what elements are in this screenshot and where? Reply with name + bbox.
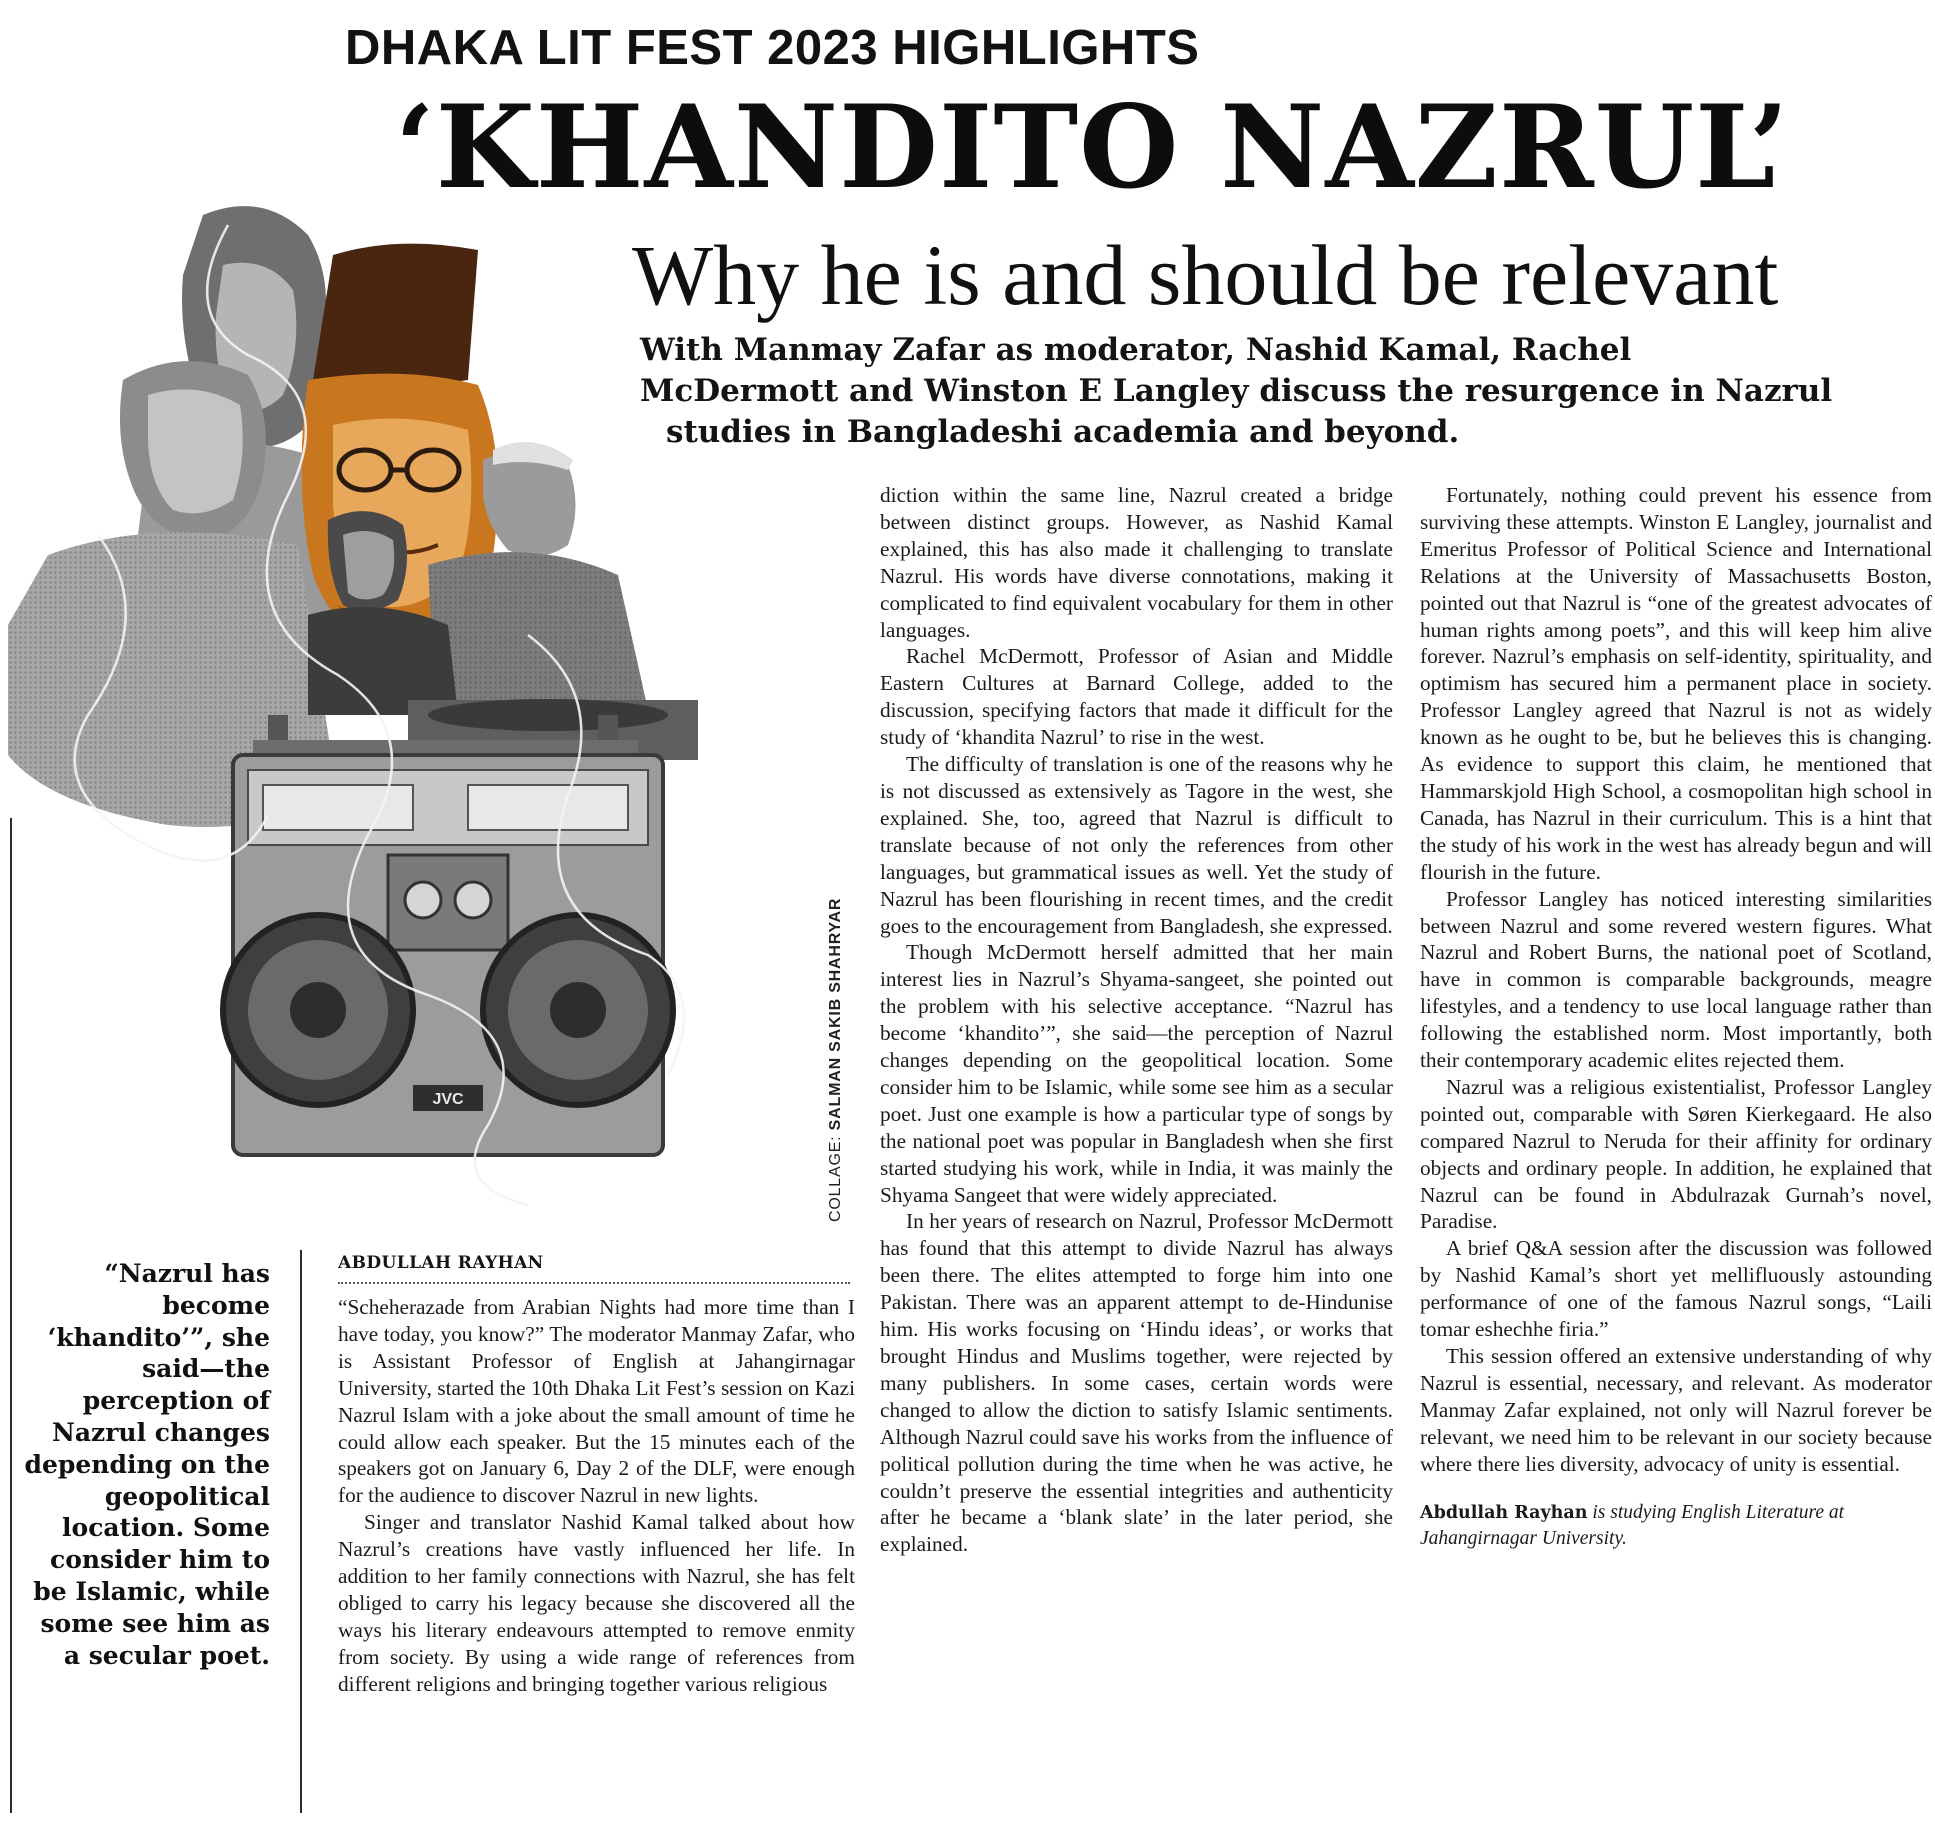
paragraph: Though McDermott herself admitted that her main interest lies in Nazrul’s Shyama-sangeet, she pointed out the problem with his selective acceptance. “Nazrul has become ‘khandito’”, she said—the perception of Nazrul changes depending on the geopolitical location. Some consider him to be Islamic, while some see him as a secular poet. Just one example is how a particular type of songs by the national poet was popular in Bangladesh when she first started studying his work, while in India, it was mainly the Shyama Sangeet that were widely appreciated. xyxy=(880,940,1393,1207)
column-rule xyxy=(300,1250,302,1813)
boombox-brand: JVC xyxy=(432,1091,464,1108)
standfirst xyxy=(640,330,1900,453)
credit-prefix: COLLAGE: xyxy=(827,1135,844,1222)
author-note-name: Abdullah Rayhan xyxy=(1420,1502,1588,1523)
paragraph: This session offered an extensive understanding of why Nazrul is essential, necessary, and relevant. As moderator Manmay Zafar explained, not only will Nazrul forever be relevant, we need him to be relevant in our society because where there lies diversity, advocacy of unity is essential. xyxy=(1420,1344,1932,1476)
paragraph: diction within the same line, Nazrul created a bridge between distinct groups. However, as Nashid Kamal explained, this has also made it challenging to translate Nazrul. His words have diverse connotations, making it complicated to find equivalent vocabulary for them in other languages. xyxy=(880,483,1393,642)
collage-illustration xyxy=(8,195,808,1220)
headline: ‘KHANDITO NAZRUL’ xyxy=(395,80,1790,214)
paragraph: In her years of research on Nazrul, Professor McDermott has found that this attempt to divide Nazrul has always been there. The elites attempted to forge him into one Pakistan. There was an apparent attempt to de-Hindunise him. His works focusing on ‘Hindu ideas’, or works that brought Hindus and Muslims together, were rejected by many publishers. In some cases, certain words were changed to allow the diction to satisfy Islamic sentiments. Although Nazrul could save his works from the influence of political pollution during the time when he was active, he couldn’t preserve the essential integrities and authenticity after he became a ‘blank slate’ in the later period, she explained. xyxy=(880,1209,1393,1557)
author-note-text: is studying English Literature at Jahangirnagar University. xyxy=(1420,1501,1845,1549)
photo-credit xyxy=(827,898,845,1222)
byline: ABDULLAH RAYHAN xyxy=(338,1253,850,1284)
article-column-3 xyxy=(1420,482,1932,1551)
section-kicker: DHAKA LIT FEST 2023 HIGHLIGHTS xyxy=(345,21,1200,75)
paragraph: A brief Q&A session after the discussion was followed by Nashid Kamal’s short yet mellifluously astounding performance of one of the famous Nazrul songs, “Laili tomar eshechhe firia.” xyxy=(1420,1236,1932,1342)
standfirst-line: McDermott and Winston E Langley discuss the resurgence in Nazrul xyxy=(640,373,1833,409)
paragraph: Singer and translator Nashid Kamal talked about how Nazrul’s creations have vastly influenced her life. In addition to her family connections with Nazrul, she has felt obliged to carry his legacy because she discovered all the ways his literary endeavours attempted to remove enmity from society. By using a wide range of references from different religions and bringing together various religious xyxy=(338,1510,855,1696)
paragraph: Professor Langley has noticed interesting similarities between Nazrul and some revered western figures. What Nazrul and Robert Burns, the national poet of Scotland, have in common is comparable backgrounds, meagre lifestyles, and a tendency to use local language rather than following the established norm. Most importantly, both their contemporary academic elites rejected them. xyxy=(1420,886,1932,1073)
standfirst-line: studies in Bangladeshi academia and beyond. xyxy=(666,414,1460,450)
paragraph: Fortunately, nothing could prevent his essence from surviving these attempts. Winston E Langley, journalist and Emeritus Professor of Political Science and International Relations at the University of Massachusetts Boston, pointed out that Nazrul is “one of the greatest advocates of human rights among poets”, and this will keep him alive forever. Nazrul’s emphasis on self-identity, spirituality, and optimism has secured him a permanent place in society. Professor Langley agreed that Nazrul is not as widely known as he ought to be, but he believes this is changing. As evidence to support this claim, he mentioned that Hammarskjold High School, a cosmopolitan high school in Canada, has Nazrul in their curriculum. This is a hint that the study of his work in the west has already begun and will flourish in the future. xyxy=(1420,483,1932,884)
credit-name: SALMAN SAKIB SHAHRYAR xyxy=(827,897,844,1131)
paragraph: The difficulty of translation is one of the reasons why he is not discussed as extensively as Tagore in the west, she explained. She, too, agreed that Nazrul is difficult to translate because of not only the references from other languages, but grammatical issues as well. Yet the study of Nazrul has been flourishing in recent times, and the credit goes to the encouragement from Bangladesh, she expressed. xyxy=(880,752,1393,938)
subheadline: Why he is and should be relevant xyxy=(632,227,1779,323)
standfirst-line: With Manmay Zafar as moderator, Nashid Kamal, Rachel xyxy=(640,332,1632,368)
fez-hat-icon xyxy=(313,244,478,385)
paragraph: “Scheherazade from Arabian Nights had more time than I have today, you know?” The moderator Manmay Zafar, who is Assistant Professor of English at Jahangirnagar University, started the 10th Dhaka Lit Fest’s session on Kazi Nazrul Islam with a joke about the small amount of time he could allow each speaker. But the 15 minutes each of the speakers got on January 6, Day 2 of the DLF, were enough for the audience to discover Nazrul in new lights. xyxy=(338,1295,855,1508)
column-rule xyxy=(10,818,12,1813)
paragraph: Nazrul was a religious existentialist, Professor Langley pointed out, comparable with Søren Kierkegaard. He also compared Nazrul to Neruda for their affinity for ordinary objects and ordinary people. In addition, he explained that Nazrul can be found in Abdulrazak Gurnah’s novel, Paradise. xyxy=(1420,1074,1932,1234)
pull-quote: “Nazrul has become ‘khandito’”, she said—the perception of Nazrul changes depending on the geopolitical location. Some consider him to be Islamic, while some see him as a secular poet. xyxy=(24,1259,270,1670)
author-note xyxy=(1420,1500,1932,1551)
paragraph: Rachel McDermott, Professor of Asian and Middle Eastern Cultures at Barnard College, added to the discussion, specifying factors that made it difficult for the study of ‘khandita Nazrul’ to rise in the west. xyxy=(880,644,1393,750)
article-column-2 xyxy=(880,482,1393,1558)
article-column-1 xyxy=(338,1294,855,1698)
